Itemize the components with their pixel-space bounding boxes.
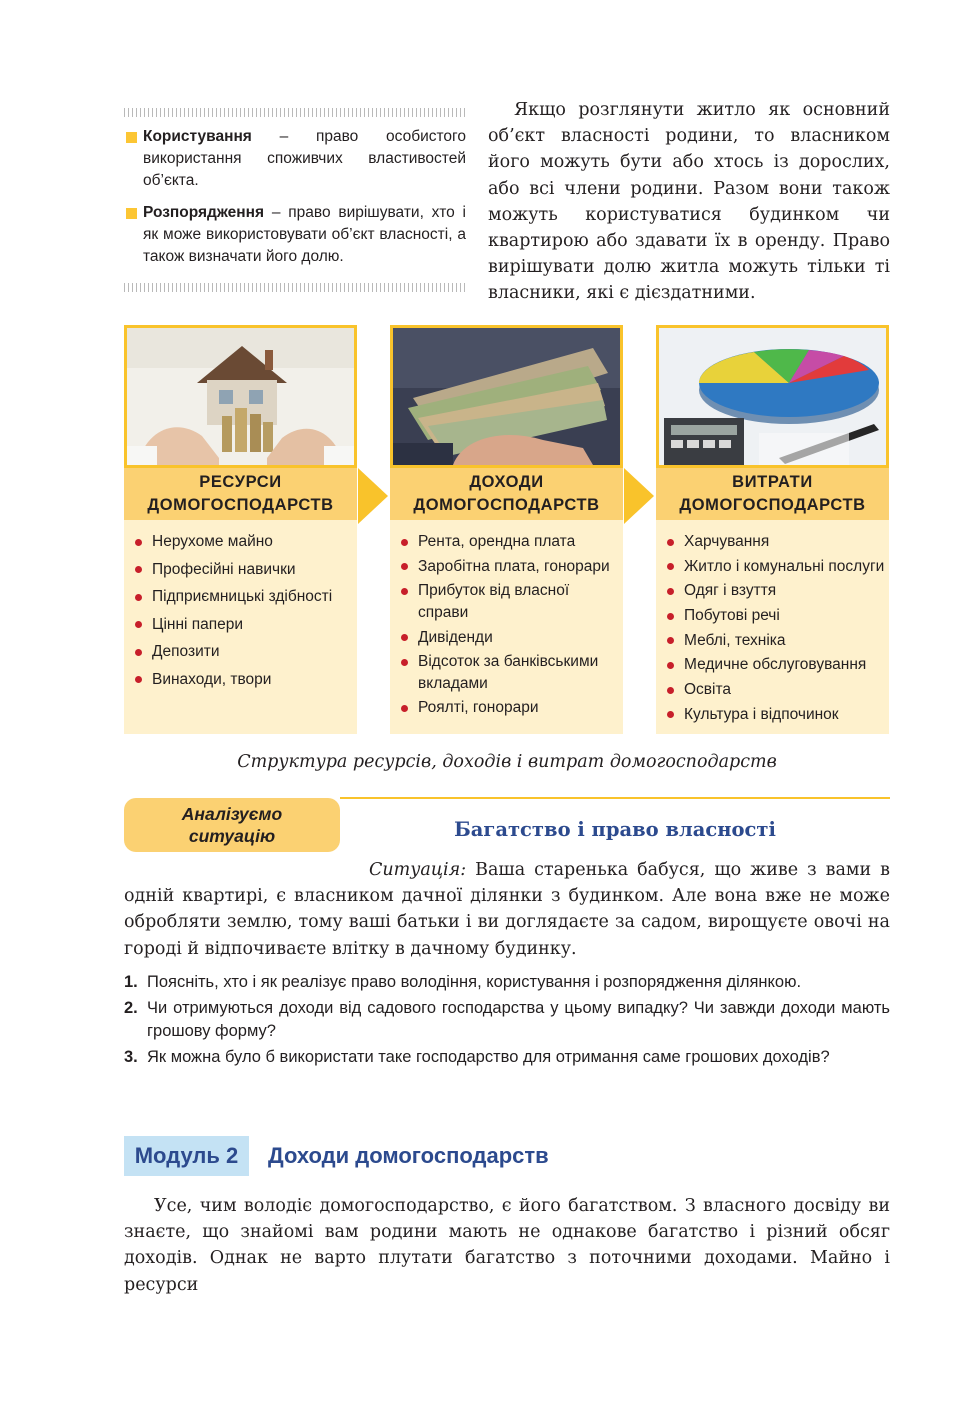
- sidebar-top-rule: [124, 108, 466, 117]
- definitions-sidebar: [124, 126, 466, 268]
- pie-chart-calculator-photo: [656, 325, 889, 468]
- situation-label: Ситуація:: [369, 860, 467, 880]
- expenses-list: [656, 531, 889, 729]
- bullet-dot-icon: [401, 563, 408, 570]
- list-item: Нерухоме майно: [124, 531, 357, 553]
- intro-paragraph: Якщо розглянути житло як основний об’єкт власності родини, то власником його можуть бути або хтось із дорослих, або всі члени родини. Разом вони також можуть користуватися будинком чи квартирою або здавати їх в оренду. Право вирішувати долю житла можуть тільки ті власники, які є дієздатними.: [488, 100, 890, 304]
- bullet-dot-icon: [401, 659, 408, 666]
- list-item: Прибуток від власної справи: [390, 580, 623, 623]
- bullet-dot-icon: [135, 566, 142, 573]
- list-item: Професійні навички: [124, 559, 357, 581]
- list-item: Освіта: [656, 679, 889, 701]
- list-item: Одяг і взуття: [656, 580, 889, 602]
- incomes-header: [390, 468, 623, 520]
- house-coins-photo: [124, 325, 357, 468]
- section-rule: [340, 797, 890, 799]
- house-in-hands-icon: [127, 328, 354, 465]
- list-item: Цінні папери: [124, 614, 357, 636]
- column-title-line: ДОМОГОСПОДАРСТВ: [147, 496, 334, 514]
- module-title: Доходи домогосподарств: [268, 1143, 549, 1168]
- module-paragraph: Усе, чим володіє домогосподарство, є його багатством. З власного досвіду ви знаєте, що знайомі вам родини мають не однакове багатство і різний обсяг доходів. Однак не варто плутати багатство з поточними доходами. Майно і ресурси: [124, 1196, 890, 1295]
- bullet-dot-icon: [667, 662, 674, 669]
- module-badge: Модуль 2: [124, 1136, 249, 1176]
- list-item: Медичне обслуговування: [656, 654, 889, 676]
- situation-text: Ваша старенька бабуся, що живе з вами в одній квартирі, є власником дачної ділянки з будинком. Але вона вже не може обробляти землю, тому ваші батьки і ви доглядаєте за садом, вирощуєте овочі на городі й відпочиваєте влітку в дачному будинку.: [124, 860, 890, 959]
- bullet-dot-icon: [135, 649, 142, 656]
- section-title: Багатство і право власності: [454, 818, 776, 841]
- definition-disposal: Розпорядження – право вирішувати, хто і як може використовувати об’єкт власності, а також визначати його долю.: [124, 202, 466, 268]
- analyze-badge: [124, 798, 340, 852]
- arrow-right-icon: [624, 468, 654, 524]
- list-item: Дивіденди: [390, 627, 623, 649]
- bullet-dot-icon: [667, 563, 674, 570]
- list-item: Меблі, техніка: [656, 630, 889, 652]
- list-item: Підприємницькі здібності: [124, 586, 357, 608]
- bullet-dot-icon: [135, 621, 142, 628]
- question-item: 3. Як можна було б використати таке господарство для отримання саме грошових доходів?: [124, 1047, 830, 1066]
- column-title-line: РЕСУРСИ: [199, 473, 282, 491]
- column-title-line: ВИТРАТИ: [732, 473, 813, 491]
- arrow-right-icon: [358, 468, 388, 524]
- questions-list: [124, 971, 890, 1071]
- money-in-hand-photo: [390, 325, 623, 468]
- bullet-dot-icon: [667, 637, 674, 644]
- badge-line: ситуацію: [188, 826, 276, 846]
- column-title-line: ДОМОГОСПОДАРСТВ: [413, 496, 600, 514]
- badge-line: Аналізуємо: [181, 804, 283, 824]
- pie-chart-calculator-icon: [659, 328, 886, 465]
- bullet-dot-icon: [401, 588, 408, 595]
- bullet-dot-icon: [667, 613, 674, 620]
- bullet-dot-icon: [667, 539, 674, 546]
- cash-banknotes-icon: [393, 328, 620, 465]
- list-item: Депозити: [124, 641, 357, 663]
- bullet-dot-icon: [667, 588, 674, 595]
- incomes-list: [390, 531, 623, 722]
- diagram-caption: Структура ресурсів, доходів і витрат домогосподарств: [237, 752, 777, 772]
- column-title-line: ДОМОГОСПОДАРСТВ: [679, 496, 866, 514]
- question-item: 1. Поясніть, хто і як реалізує право володіння, користування і розпорядження ділянкою.: [124, 973, 802, 991]
- bullet-dot-icon: [401, 539, 408, 546]
- resources-list: [124, 531, 357, 696]
- bullet-dot-icon: [401, 705, 408, 712]
- question-item: 2. Чи отримуються доходи від садового господарства у цьому випадку? Чи завжди доходи мають грошову форму?: [124, 998, 890, 1040]
- bullet-dot-icon: [135, 676, 142, 683]
- resources-header: [124, 468, 357, 520]
- list-item: Заробітна плата, гонорари: [390, 556, 623, 578]
- column-title-line: ДОХОДИ: [469, 473, 544, 491]
- list-item: Відсоток за банківськими вкладами: [390, 651, 623, 694]
- list-item: Винаходи, твори: [124, 669, 357, 691]
- list-item: Житло і комунальні послуги: [656, 556, 889, 578]
- list-item: Рента, орендна плата: [390, 531, 623, 553]
- definition-usage: Користування – право особистого використання споживчих властивостей об’єкта.: [124, 126, 466, 192]
- list-item: Побутові речі: [656, 605, 889, 627]
- bullet-dot-icon: [135, 594, 142, 601]
- bullet-dot-icon: [667, 711, 674, 718]
- bullet-dot-icon: [401, 634, 408, 641]
- list-item: Роялті, гонорари: [390, 697, 623, 719]
- square-bullet-icon: [126, 208, 137, 219]
- bullet-dot-icon: [667, 687, 674, 694]
- square-bullet-icon: [126, 132, 137, 143]
- situation-paragraph: [124, 857, 890, 962]
- list-item: Харчування: [656, 531, 889, 553]
- sidebar-bottom-rule: [124, 283, 466, 292]
- bullet-dot-icon: [135, 539, 142, 546]
- expenses-header: [656, 468, 889, 520]
- list-item: Культура і відпочинок: [656, 704, 889, 726]
